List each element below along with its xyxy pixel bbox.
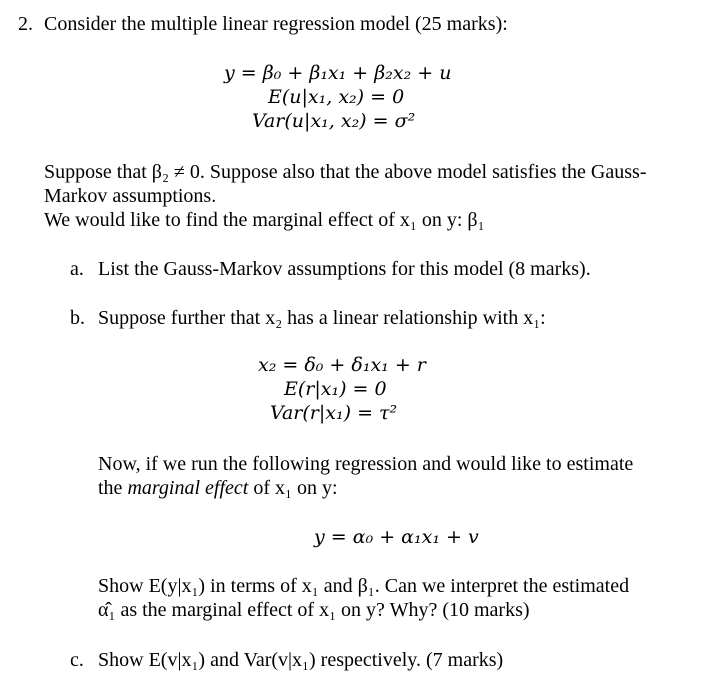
part-b-paragraph-2-line-2: α̂₁ as the marginal effect of x₁ on y? Why? (10 marks) — [98, 599, 530, 621]
model-equation-1: y = β₀ + β₁x₁ + β₂x₂ + u — [224, 62, 452, 84]
part-b-text: Suppose further that x₂ has a linear relationship with x₁: — [98, 307, 546, 329]
intro-line-2: Markov assumptions. — [44, 185, 217, 207]
part-c-label: c. — [70, 649, 84, 671]
model-equation-2: E(u|x₁, x₂) = 0 — [268, 86, 405, 108]
question-number: 2. — [18, 13, 33, 35]
intro-line-1: Suppose that β₂ ≠ 0. Suppose also that the above model satisfies the Gauss- — [44, 161, 647, 183]
part-b-equation-2: E(r|x₁) = 0 — [284, 378, 387, 400]
part-c-text: Show E(v|x₁) and Var(v|x₁) respectively. (7 marks) — [98, 649, 504, 671]
regression-equation: y = α₀ + α₁x₁ + v — [314, 526, 479, 548]
marginal-effect-emphasis: marginal effect — [127, 477, 249, 499]
part-b-equation-3: Var(r|x₁) = τ² — [270, 402, 398, 424]
intro-line-3: We would like to find the marginal effect of x₁ on y: β₁ — [44, 209, 485, 231]
part-b-paragraph-1-line-1: Now, if we run the following regression and would like to estimate — [98, 453, 634, 475]
part-b-label: b. — [70, 307, 85, 329]
question-text: Consider the multiple linear regression model (25 marks): — [44, 13, 508, 35]
part-a-text: List the Gauss-Markov assumptions for this model (8 marks). — [98, 258, 591, 280]
part-b-equation-1: x₂ = δ₀ + δ₁x₁ + r — [258, 354, 426, 376]
part-b-paragraph-1-line-2: the marginal effect of x₁ on y: — [98, 477, 338, 499]
model-equation-3: Var(u|x₁, x₂) = σ² — [252, 110, 416, 132]
part-b-paragraph-2-line-1: Show E(y|x₁) in terms of x₁ and β₁. Can we interpret the estimated — [98, 575, 630, 597]
part-a-label: a. — [70, 258, 84, 280]
